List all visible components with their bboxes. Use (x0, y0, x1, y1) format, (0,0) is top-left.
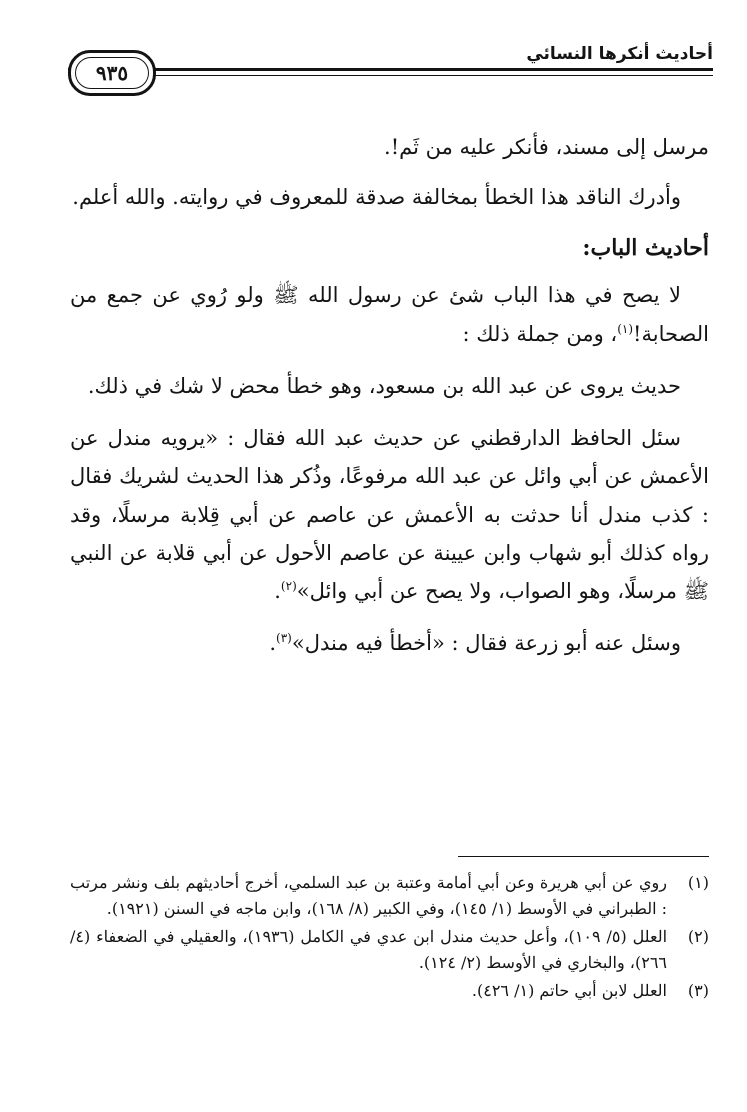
footnote-text: روي عن أبي هريرة وعن أبي أمامة وعتبة بن عبد السلمي، أخرج أحاديثهم بلف ونشر مرتب : الطبراني في الأوسط (١/ ١٤٥)، وفي الكبير (٨/ ١٦٨)، وابن ماجه في السنن (١٩٢١). (70, 873, 667, 918)
paragraph-text: . (269, 631, 277, 656)
footnote (70, 924, 709, 976)
paragraph-text: وسئل عنه أبو زرعة فقال : «أخطأ فيه مندل» (291, 631, 681, 656)
page-number-frame (68, 50, 156, 96)
paragraph: حديث يروى عن عبد الله بن مسعود، وهو خطأ محض لا شك في ذلك. (87, 373, 681, 398)
footnote-separator (458, 856, 709, 857)
paragraph (70, 419, 709, 610)
paragraph-text: سئل الحافظ الدارقطني عن حديث عبد الله فقال : «يرويه مندل عن الأعمش عن أبي وائل عن عبد الله مرفوعًا، وذُكر هذا الحديث لشريك فقال : كذب مندل أنا حدثت به الأعمش عن عاصم عن أبي قِلابة مرسلًا، وقد رواه كذلك أبو شهاب وابن عيينة عن عاصم الأحول عن أبي قلابة عن النبي ﷺ مرسلًا، وهو الصواب، ولا يصح عن أبي وائل» (70, 426, 709, 603)
paragraph-text: لا يصح في هذا الباب شئ عن رسول الله ﷺ ولو رُوي عن جمع من الصحابة! (70, 283, 709, 346)
footnote (70, 978, 709, 1004)
footnote-ref: (٢) (280, 579, 297, 593)
paragraph (70, 276, 709, 352)
paragraph: مرسل إلى مسند، فأنكر عليه من ثَم!. (384, 135, 709, 159)
header-rule-thin (68, 75, 713, 76)
footnote-ref: (٣) (276, 631, 292, 646)
page-number: ٩٣٥ (75, 57, 149, 89)
footnote-text: العلل لابن أبي حاتم (١/ ٤٢٦). (471, 980, 667, 1000)
paragraph: وأدرك الناقد هذا الخطأ بمخالفة صدقة للمعروف في روايته. والله أعلم. (72, 185, 681, 210)
header-rule (68, 68, 713, 71)
footnote-number: (١) (687, 873, 709, 892)
footnote-number: (٢) (687, 926, 709, 946)
footnote-text: العلل (٥/ ١٠٩)، وأعل حديث مندل ابن عدي في الكامل (١٩٣٦)، والعقيلي في الضعفاء (٤/ ٢٦٦)، والبخاري في الأوسط (٢/ ١٢٤). (70, 926, 668, 972)
main-text (70, 128, 709, 674)
footnotes (70, 870, 709, 1006)
running-title: أحاديث أنكرها النسائي (526, 44, 713, 64)
paragraph-text: ، ومن جملة ذلك : (462, 321, 618, 346)
footnote-number: (٣) (687, 980, 709, 1000)
paragraph-text: . (274, 579, 281, 603)
paragraph (70, 624, 709, 662)
footnote (70, 870, 709, 922)
section-heading: أحاديث الباب: (582, 235, 709, 262)
footnote-ref: (١) (617, 321, 634, 336)
